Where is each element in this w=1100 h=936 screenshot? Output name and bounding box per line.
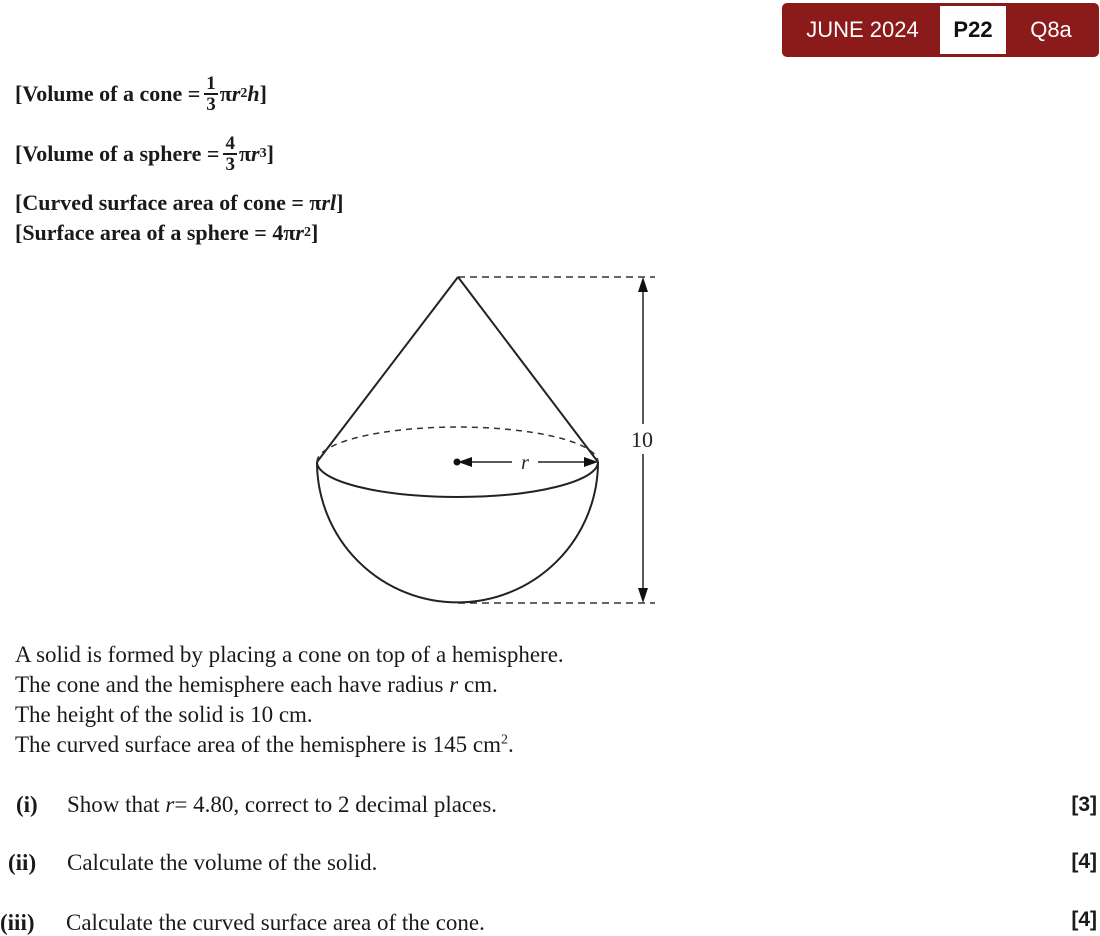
ellipse-back-dashed — [317, 427, 598, 462]
paper-code: P22 — [940, 6, 1006, 54]
radius-arrowhead-left — [458, 457, 472, 467]
cone-hemisphere-diagram — [0, 0, 700, 620]
marks-part-ii: [4] — [1071, 850, 1097, 873]
text-segment: The cone and the hemisphere each have radius — [15, 672, 450, 697]
part-label: (iii) — [0, 910, 35, 935]
cone-right-edge — [458, 277, 598, 462]
bracket-close: ] — [310, 220, 319, 245]
exam-date: JUNE 2024 — [806, 17, 919, 42]
question-number: Q8a — [1030, 17, 1072, 42]
formula-label: [Volume of a sphere = — [15, 141, 220, 166]
part-text: Show that — [67, 792, 160, 817]
question-line-1: A solid is formed by placing a cone on top of a hemisphere. — [15, 642, 564, 667]
height-arrowhead-bottom — [638, 588, 648, 603]
pi-symbol: π — [238, 141, 251, 166]
part-i — [16, 792, 497, 818]
pi-symbol: π — [283, 220, 296, 245]
question-line-3: The height of the solid is 10 cm. — [15, 702, 313, 727]
height-label: 10 — [631, 427, 653, 452]
formula-label: [Curved surface area of cone = — [15, 190, 304, 215]
bracket-close: ] — [336, 190, 344, 215]
text-segment: cm. — [458, 672, 498, 697]
var-r: r — [251, 141, 260, 166]
question-badge — [782, 3, 1099, 57]
formula-label: [Volume of a cone = — [15, 81, 201, 106]
var-r: r — [165, 792, 175, 817]
part-iii — [0, 910, 485, 936]
var-h: h — [247, 81, 260, 106]
part-label: (i) — [16, 792, 38, 817]
exponent: 3 — [259, 146, 267, 161]
cone-left-edge — [317, 277, 458, 462]
pi-symbol: π — [219, 81, 232, 106]
question-line-4 — [15, 732, 514, 758]
bracket-close: ] — [259, 81, 267, 106]
marks-part-iii: [4] — [1071, 908, 1097, 931]
part-text: = 4.80, correct to 2 decimal places. — [174, 792, 498, 817]
exponent: 2 — [500, 732, 508, 748]
radius-label: r — [521, 452, 529, 474]
text-segment: The curved surface area of the hemisphere is 145 cm — [15, 732, 501, 757]
exponent: 2 — [303, 225, 311, 240]
var-r: r — [449, 672, 459, 697]
var-rl: rl — [321, 190, 337, 215]
part-text: Calculate the volume of the solid. — [67, 850, 378, 875]
height-arrowhead-top — [638, 277, 648, 292]
part-label: (ii) — [8, 850, 37, 875]
hemisphere-outline — [317, 462, 598, 602]
exponent: 2 — [240, 86, 248, 101]
var-r: r — [295, 220, 304, 245]
var-r: r — [231, 81, 241, 106]
pi-symbol: π — [309, 190, 322, 215]
fraction-denominator: 3 — [225, 154, 235, 175]
text-segment: . — [507, 732, 514, 757]
question-line-2 — [15, 672, 498, 698]
fraction-denominator: 3 — [206, 94, 216, 115]
part-ii — [8, 850, 377, 876]
part-text: Calculate the curved surface area of the cone. — [66, 910, 485, 935]
ellipse-front — [317, 462, 598, 497]
formula-label: [Surface area of a sphere = 4 — [15, 220, 284, 245]
fraction-numerator: 1 — [206, 73, 216, 94]
bracket-close: ] — [266, 141, 274, 166]
fraction-numerator: 4 — [225, 133, 235, 154]
marks-part-i: [3] — [1071, 793, 1097, 816]
